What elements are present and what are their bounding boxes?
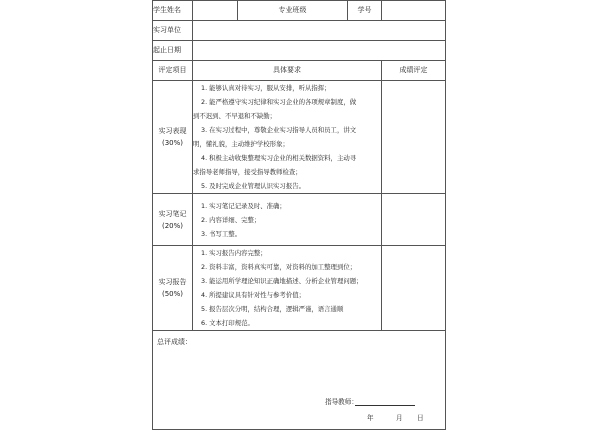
major-class-label: 专业班级	[238, 1, 348, 21]
criteria-list	[193, 194, 382, 246]
column-header-requirements: 具体要求	[193, 61, 382, 81]
column-header-grade: 成绩评定	[382, 61, 446, 81]
section-label-cell	[153, 246, 193, 331]
section-row-performance	[153, 81, 446, 194]
column-header-item: 评定项目	[153, 61, 193, 81]
criteria-item: 1. 实习报告内容完整；	[201, 249, 267, 257]
section-name: 实习表现	[158, 127, 187, 135]
section-label-cell	[153, 194, 193, 246]
column-header-row	[153, 61, 446, 81]
date-day-label: 日	[417, 414, 424, 422]
criteria-item: 4. 所提建议具有针对性与参考价值；	[201, 291, 305, 299]
grade-cell-performance[interactable]	[382, 81, 446, 194]
criteria-item: 求指导老师指导，接受指导教师检查；	[193, 168, 302, 176]
date-year-label: 年	[367, 414, 374, 422]
advisor-label: 指导教师：	[325, 398, 358, 406]
student-name-value[interactable]	[193, 1, 238, 21]
evaluation-form	[152, 0, 445, 422]
intern-unit-label: 实习单位	[153, 21, 193, 41]
grade-cell-notes[interactable]	[382, 194, 446, 246]
criteria-list	[193, 246, 382, 331]
section-label-cell	[153, 81, 193, 194]
date-range-label: 起止日期	[153, 41, 193, 61]
criteria-item: 2. 能严格遵守实习纪律和实习企业的各项规章制度，做	[201, 98, 357, 106]
criteria-item: 5. 报告层次分明，结构合理，逻辑严谨，语言通顺	[201, 305, 344, 313]
evaluation-table	[152, 0, 446, 430]
criteria-item: 明，懂礼貌，主动维护学校形象；	[193, 140, 289, 148]
student-name-label: 学生姓名	[153, 1, 193, 21]
section-weight: (20%)	[161, 221, 184, 230]
date-range-row	[153, 41, 446, 61]
student-info-row	[153, 1, 446, 21]
criteria-item: 到不迟到、不早退和不缺勤；	[193, 112, 277, 120]
criteria-item: 3. 书写工整。	[201, 229, 242, 238]
section-row-notes	[153, 194, 446, 246]
section-weight: (30%)	[161, 139, 184, 147]
section-row-report	[153, 246, 446, 331]
summary-label: 总评成绩：	[157, 338, 192, 346]
grade-cell-report[interactable]	[382, 246, 446, 331]
date-month-label: 月	[396, 414, 403, 422]
intern-unit-value[interactable]	[193, 21, 446, 41]
section-name: 实习笔记	[158, 209, 187, 218]
intern-unit-row	[153, 21, 446, 41]
section-weight: (50%)	[161, 290, 184, 298]
summary-row	[153, 331, 446, 430]
section-name: 实习报告	[158, 278, 187, 286]
criteria-item: 3. 能运用所学理论知识正确地描述、分析企业管理问题；	[201, 277, 363, 285]
criteria-item: 4. 积极主动收集整理实习企业的相关数据资料，主动寻	[201, 154, 357, 162]
student-id-value[interactable]	[382, 1, 446, 21]
criteria-item: 3. 在实习过程中，尊敬企业实习指导人员和员工，讲文	[201, 126, 357, 134]
criteria-list	[193, 81, 382, 194]
criteria-item: 1. 实习笔记记录及时、准确；	[201, 201, 286, 210]
summary-cell[interactable]	[153, 331, 446, 430]
criteria-item: 6. 文本打印规范。	[201, 319, 254, 327]
criteria-item: 1. 能够认真对待实习，服从安排，听从指挥；	[201, 84, 331, 92]
criteria-item: 2. 资料丰富，资料真实可靠，对资料的加工整理到位；	[201, 263, 357, 271]
criteria-item: 5. 及时完成企业管理认识实习报告。	[201, 182, 305, 190]
student-id-label: 学号	[348, 1, 382, 21]
date-range-value[interactable]	[193, 41, 446, 61]
advisor-signature-line[interactable]	[355, 405, 415, 406]
criteria-item: 2. 内容详细、完整；	[201, 215, 261, 224]
